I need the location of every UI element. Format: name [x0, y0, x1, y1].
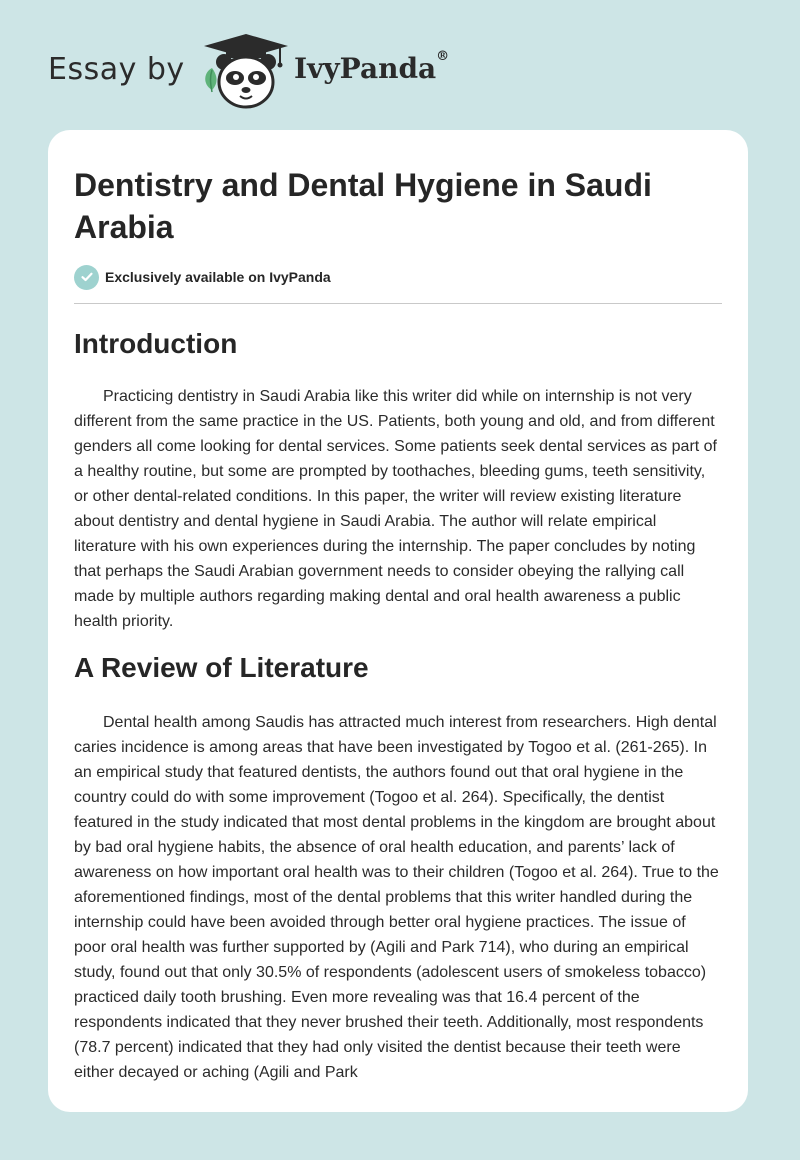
section-heading: A Review of Literature [74, 652, 369, 683]
registered-mark: ® [436, 48, 450, 64]
section-heading: Introduction [74, 328, 238, 359]
section-paragraph: Dental health among Saudis has attracted much interest from researchers. High dental caries incidence is among areas that have been investigated by Togoo et al. (261-265). In an empirical study that featured dentists, the authors found out that oral hygiene in the country could do with some improvement (Togoo et al. 264). Specifically, the dentist featured in the study indicated that most dental problems in the kingdom are brought about by bad oral hygiene habits, the absence of oral health education, and parents’ lack of awareness on how important oral health was to their children (Togoo et al. 264). True to the aforementioned findings, most of the dental problems that this writer handled during the internship could have been avoided through better oral hygiene practices. The issue of poor oral health was further supported by (Agili and Park 714), who during an empirical study, found out that only 30.5% of respondents (adolescent users of smokeless tobacco) practiced daily tooth brushing. Even more revealing was that 16.4 percent of the respondents indicated that they never brushed their teeth. Additionally, most respondents (78.7 percent) indicated that they had only visited the dentist because their teeth were either decayed or aching (Agili and Park [74, 714, 719, 1081]
ivypanda-logo-icon[interactable] [198, 32, 290, 110]
essay-by-label: Essay by [48, 52, 185, 87]
section-introduction [74, 326, 722, 634]
section-paragraph: Practicing dentistry in Saudi Arabia like this writer did while on internship is not very different from the same practice in the US. Patients, both young and old, and from different genders all come looking for dental services. Some patients seek dental services as part of a healthy routine, but some are prompted by toothaches, bleeding gums, teeth sensitivity, or other dental-related conditions. In this paper, the writer will review existing literature about dentistry and dental hygiene in Saudi Arabia. The author will relate empirical literature with his own experiences during the internship. The paper concludes by noting that perhaps the Saudi Arabian government needs to consider obeying the rallying call made by multiple authors regarding making dental and oral health awareness a public health priority. [74, 388, 717, 630]
article-body [74, 326, 722, 1085]
brand-text: IvyPanda [294, 52, 437, 85]
site-header [0, 0, 800, 130]
ivypanda-brand[interactable] [294, 48, 450, 85]
article-title: Dentistry and Dental Hygiene in Saudi Arabia [74, 167, 652, 245]
exclusive-badge [74, 264, 331, 290]
badge-label: Exclusively available on IvyPanda [105, 269, 331, 285]
title-divider [74, 303, 722, 304]
check-icon [74, 265, 99, 290]
article-card [48, 130, 748, 1112]
section-review-of-literature [74, 650, 722, 1085]
